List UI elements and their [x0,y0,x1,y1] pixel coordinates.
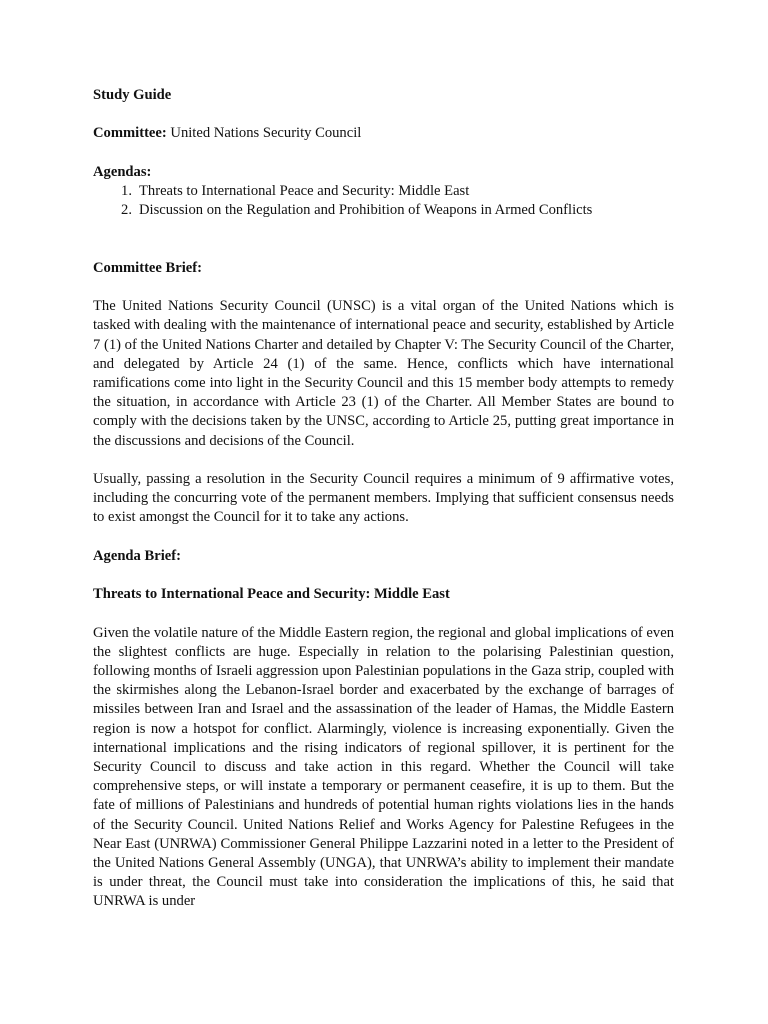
agenda-item-text: Threats to International Peace and Security: Middle East [139,182,470,199]
committee-label: Committee: [93,125,167,142]
agenda-item-text: Discussion on the Regulation and Prohibition of Weapons in Armed Conflicts [139,202,593,219]
committee-brief-heading: Committee Brief: [93,259,202,276]
committee-line [93,124,674,143]
agenda-list [93,182,674,220]
agenda-item [93,201,674,220]
committee-value: United Nations Security Council [170,125,362,142]
agenda-brief-heading: Agenda Brief: [93,547,181,564]
agendas-label: Agendas: [93,163,152,180]
agenda-item-number: 1. [121,182,132,199]
agenda-item-number: 2. [121,202,132,219]
agenda-brief-subheading: Threats to International Peace and Security: Middle East [93,586,450,603]
agenda-item [93,182,674,201]
agenda-brief-paragraph: Given the volatile nature of the Middle Eastern region, the regional and global implications of even the slightest conflicts are huge. Especially in relation to the polarising Palestinian question, following months of Israeli aggression upon Palestinian populations in the Gaza strip, coupled with the skirmishes along the Lebanon-Israel border and exacerbated by the exchange of barrages of missiles between Iran and Israel and the assassination of the leader of Hamas, the Middle Eastern region is now a hotspot for conflict. Alarmingly, violence is increasing exponentially. Given the international implications and the rising indicators of regional spillover, it is pertinent for the Security Council to discuss and take action in this regard. Whether the Council will take comprehensive steps, or will instate a temporary or permanent ceasefire, it is up to them. But the fate of millions of Palestinians and hundreds of potential human rights violations lies in the hands of the Security Council. United Nations Relief and Works Agency for Palestine Refugees in the Near East (UNRWA) Commissioner General Philippe Lazzarini noted in a letter to the President of the United Nations General Assembly (UNGA), that UNRWA’s ability to implement their mandate is under threat, the Council must take into consideration the implications of this, he said that UNRWA is under [93,624,674,910]
committee-brief-paragraph-2: Usually, passing a resolution in the Security Council requires a minimum of 9 affirmative votes, including the concurring vote of the permanent members. Implying that sufficient consensus needs to exist amongst the Council for it to take any actions. [93,470,674,526]
document-title: Study Guide [93,87,172,103]
document-page [93,86,674,912]
committee-brief-paragraph-1: The United Nations Security Council (UNSC) is a vital organ of the United Nations which is tasked with dealing with the maintenance of international peace and security, established by Article 7 (1) of the United Nations Charter and detailed by Chapter V: The Security Council of the Charter, and delegated by Article 24 (1) of the same. Hence, conflicts which have international ramifications come into light in the Security Council and this 15 member body attempts to remedy the situation, in accordance with Article 23 (1) of the Charter. All Member States are bound to comply with the decisions taken by the UNSC, according to Article 25, putting great importance in the discussions and decisions of the Council. [93,298,674,449]
